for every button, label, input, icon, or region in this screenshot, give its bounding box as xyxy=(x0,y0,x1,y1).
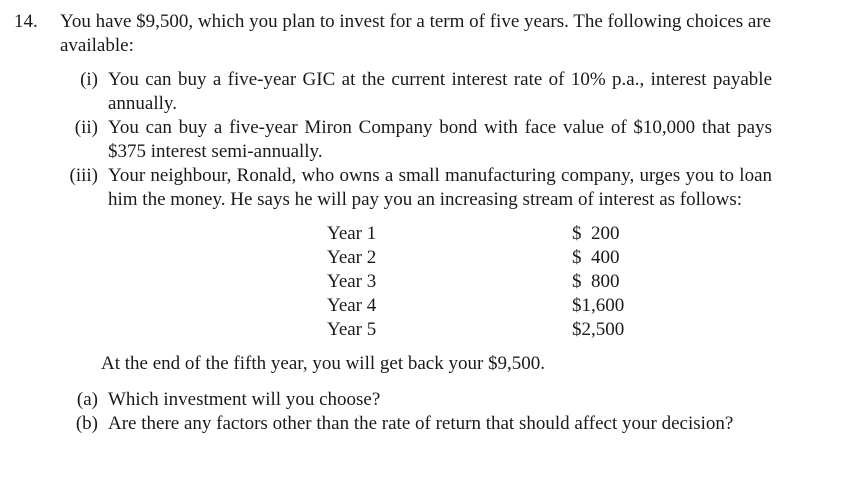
schedule-year: Year 4 xyxy=(327,295,377,316)
choice-i xyxy=(52,68,772,116)
schedule-year: Year 5 xyxy=(327,319,377,340)
problem-14 xyxy=(14,10,844,436)
closing-statement: At the end of the fifth year, you will get back your $9,500. xyxy=(101,353,546,374)
question-parts xyxy=(52,388,772,436)
choice-text: You can buy a five-year Miron Company bond with face value of $10,000 that pays $375 interest semi-annually. xyxy=(108,117,772,162)
schedule-amount: $ 200 xyxy=(572,223,620,244)
schedule-year: Year 3 xyxy=(327,271,377,292)
choices-list xyxy=(52,68,772,342)
choice-ii xyxy=(52,116,772,164)
interest-schedule xyxy=(52,222,772,342)
schedule-year: Year 1 xyxy=(327,223,377,244)
part-a xyxy=(52,388,772,412)
question-number: 14. xyxy=(14,11,38,32)
choice-number: (i) xyxy=(80,69,98,90)
part-label: (b) xyxy=(75,413,98,434)
schedule-row xyxy=(52,222,772,246)
choice-iii xyxy=(52,164,772,212)
schedule-amount: $1,600 xyxy=(572,295,625,316)
choice-text: You can buy a five-year GIC at the current interest rate of 10% p.a., interest payable annually. xyxy=(108,69,772,114)
schedule-amount: $2,500 xyxy=(572,319,625,340)
schedule-row xyxy=(52,246,772,270)
part-text: Which investment will you choose? xyxy=(108,389,381,410)
choice-text: Your neighbour, Ronald, who owns a small manufacturing company, urges you to loan him the money. He says he will pay you an increasing stream of interest as follows: xyxy=(108,165,772,210)
schedule-row xyxy=(52,270,772,294)
schedule-amount: $ 800 xyxy=(572,271,620,292)
choice-number: (iii) xyxy=(69,165,98,186)
schedule-row xyxy=(52,294,772,318)
question-stem: You have $9,500, which you plan to invest for a term of five years. The following choices are available: xyxy=(60,11,772,56)
schedule-row xyxy=(52,318,772,342)
schedule-year: Year 2 xyxy=(327,247,377,268)
schedule-amount: $ 400 xyxy=(572,247,620,268)
part-text: Are there any factors other than the rate of return that should affect your decision? xyxy=(108,413,734,434)
part-label: (a) xyxy=(76,389,98,410)
part-b xyxy=(52,412,772,436)
choice-number: (ii) xyxy=(74,117,98,138)
